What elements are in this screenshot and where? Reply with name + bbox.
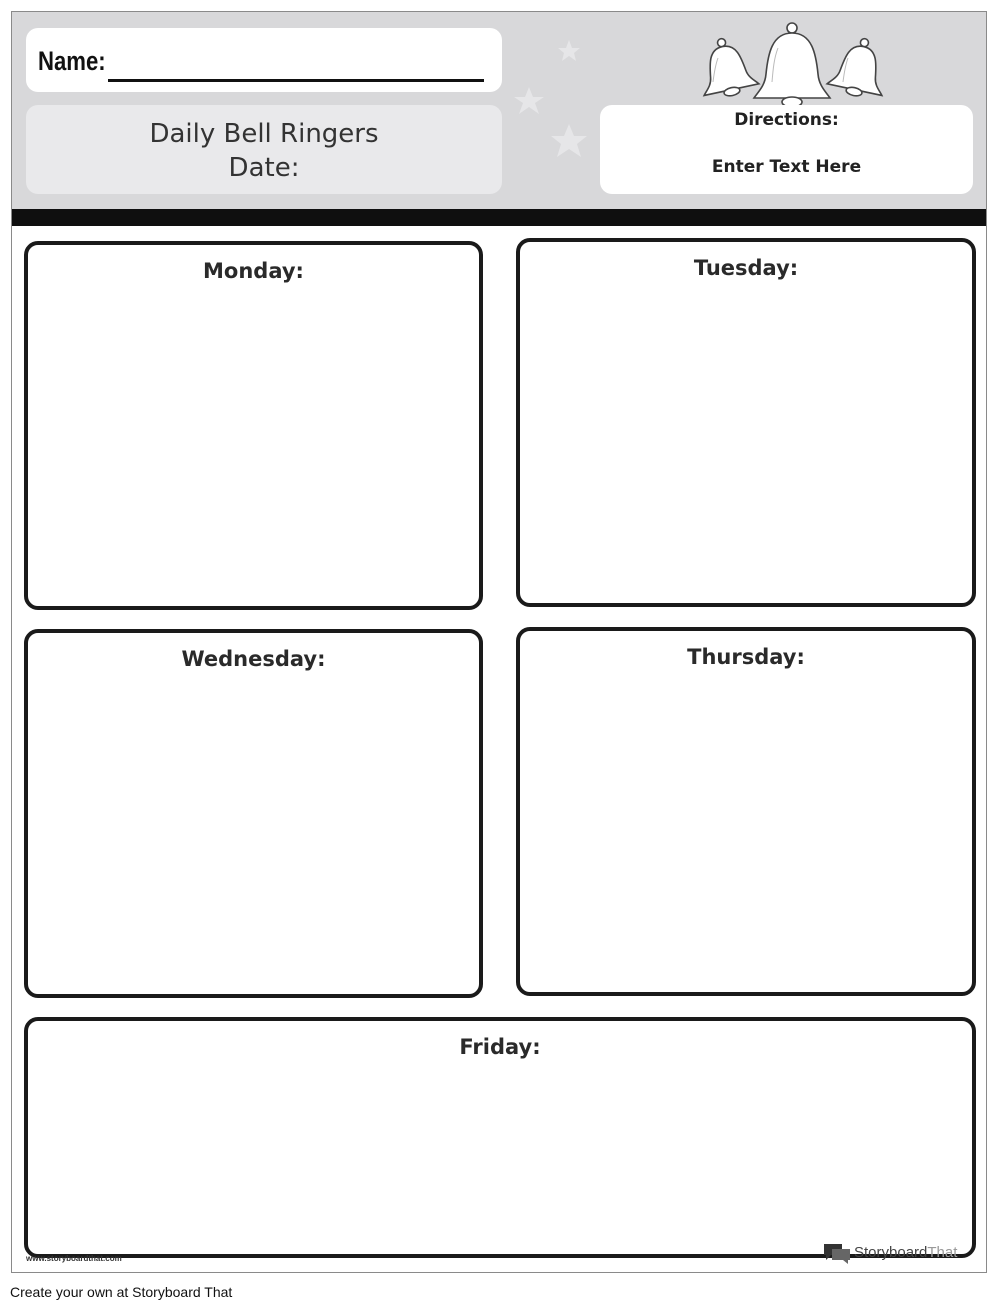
friday-box[interactable] bbox=[24, 1017, 976, 1258]
watermark-url: www.storyboardthat.com bbox=[26, 1254, 122, 1263]
thursday-box[interactable] bbox=[516, 627, 976, 996]
directions-label: Directions: bbox=[734, 110, 839, 130]
header-band bbox=[12, 12, 986, 209]
monday-box[interactable] bbox=[24, 241, 483, 610]
name-label: Name: bbox=[38, 46, 106, 76]
footer-text[interactable]: Create your own at Storyboard That bbox=[10, 1284, 233, 1300]
directions-text[interactable]: Enter Text Here bbox=[711, 157, 862, 177]
star-icon bbox=[512, 32, 602, 182]
divider-bar bbox=[12, 209, 986, 226]
worksheet bbox=[11, 11, 987, 1273]
page-title: Daily Bell Ringers bbox=[149, 119, 379, 149]
name-panel bbox=[26, 28, 502, 92]
tuesday-box[interactable] bbox=[516, 238, 976, 607]
logo-text-main: Storyboard bbox=[854, 1244, 928, 1261]
friday-label: Friday: bbox=[459, 1035, 541, 1059]
thursday-label: Thursday: bbox=[687, 645, 805, 669]
logo-text-light: That bbox=[927, 1244, 958, 1261]
monday-label: Monday: bbox=[203, 259, 304, 283]
storyboard-logo bbox=[822, 1241, 982, 1265]
title-panel bbox=[26, 105, 502, 194]
bell-icon bbox=[688, 18, 898, 118]
wednesday-box[interactable] bbox=[24, 629, 483, 998]
wednesday-label: Wednesday: bbox=[181, 647, 326, 671]
name-input-line[interactable] bbox=[108, 79, 484, 82]
tuesday-label: Tuesday: bbox=[693, 256, 799, 280]
directions-panel bbox=[600, 105, 973, 194]
date-label: Date: bbox=[228, 153, 300, 183]
speech-bubble-icon bbox=[822, 1241, 852, 1265]
